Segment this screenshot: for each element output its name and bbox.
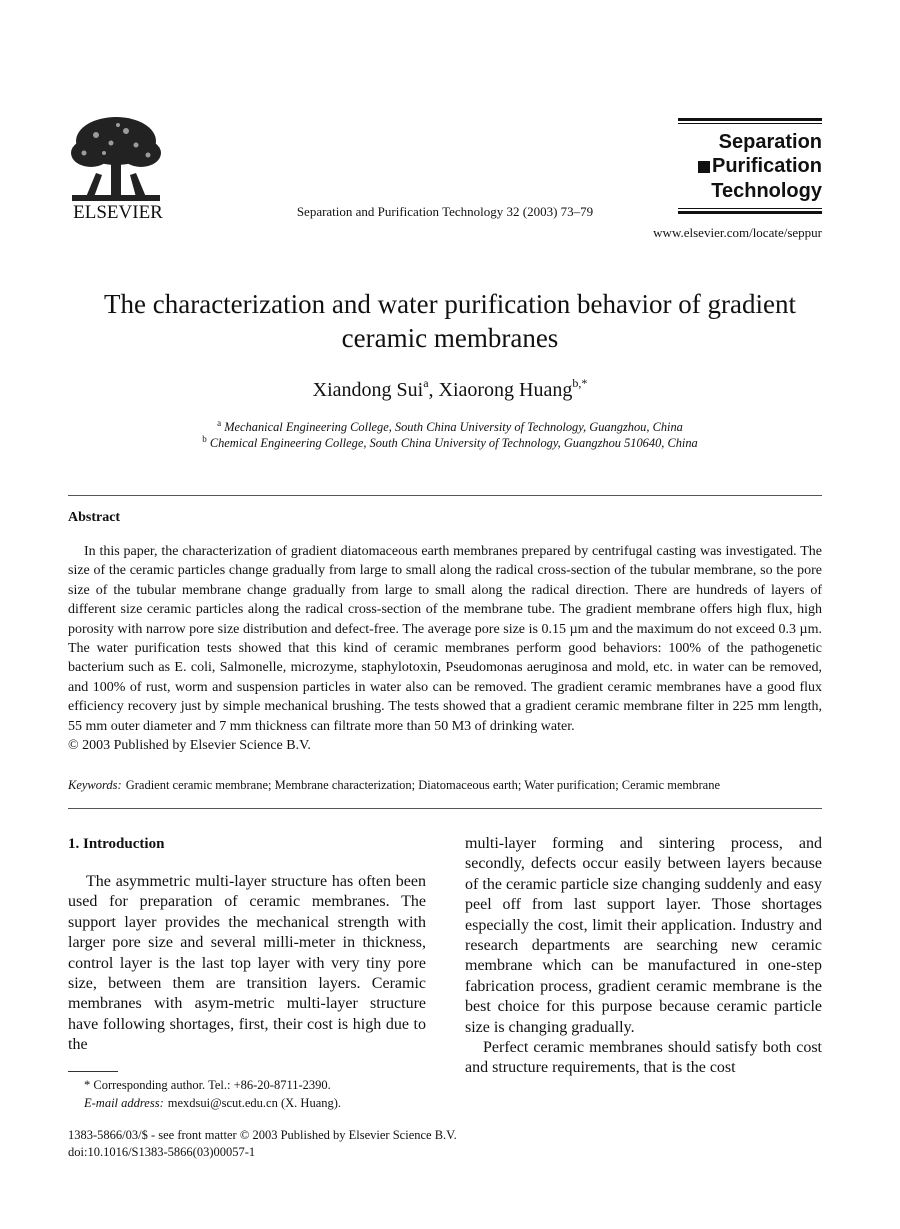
author-name: Xiaorong Huang (438, 379, 573, 401)
intro-paragraph-2: Perfect ceramic membranes should satisfy both cost and structure requirements, that is the cost (465, 1039, 822, 1077)
journal-title-line-3: Technology (711, 180, 822, 202)
abstract-heading: Abstract (68, 510, 121, 525)
abstract-body (68, 542, 822, 755)
journal-title-rule-top (678, 118, 822, 121)
author-name: Xiandong Sui (312, 379, 424, 401)
abstract-copyright: © 2003 Published by Elsevier Science B.V. (68, 738, 311, 754)
journal-title-rule-bottom (678, 211, 822, 214)
author-mark: b,* (572, 376, 588, 390)
journal-reference: Separation and Purification Technology 32 (2003) 73–79 (296, 204, 594, 219)
divider-top (68, 495, 822, 496)
journal-title-line-2: Purification (678, 154, 822, 178)
doi-line[interactable]: doi:10.1016/S1383-5866(03)00057-1 (68, 1145, 256, 1159)
abstract-text: In this paper, the characterization of gradient diatomaceous earth membranes prepared by centrifugal casting was investigated. The size of the ceramic particles change gradually from large to small along the radical cross-section of the tubular membrane, so the pore size of the tubular membrane change gradually from large to small along the radical direction. There are hundreds of layers of different size ceramic particles along the radical cross-section of the membrane tube. The gradient membrane offers high flux, high porosity with narrow pore size distribution and defect-free. The average pore size is 0.15 µm and the maximum do not exceed 0.3 µm. The water purification tests showed that this kind of ceramic membranes perform good behaviors: 100% of the pathogenetic bacterium such as E. coli, Salmonelle, microzyme, staphylotoxin, Pseudomonas aeruginosa and mold, etc. in water can be removed, and 100% of rust, worm and suspension particles in water also can be removed. The gradient ceramic membranes have a good flux efficiency recovery just by simple mechanical brushing. The tests showed that a gradient ceramic membrane filter in 225 mm length, 55 mm outer diameter and 7 mm thickness can filtrate more than 50 M3 of drinking water. (68, 544, 822, 734)
affiliation-b: $^b$ Chemical Engineering College, South China University of Technology, Guangzhou 510640, China (202, 434, 698, 450)
footnote-email (84, 1096, 341, 1111)
divider-bottom (68, 808, 822, 809)
intro-paragraph-1-continued: multi-layer forming and sintering process, and secondly, defects occur easily between layers because of the ceramic particle size changing suddenly and easy peel off from last support layer. Those shortages especially the cost, limit their application. Industry and research departments are searching new ceramic membrane which can be manufactured in one-step fabrication process, gradient ceramic membrane is the best choice for this purpose because ceramic particle size is changing gradually. (465, 835, 822, 1036)
column-right (465, 834, 822, 1079)
email-label: E-mail address: (84, 1096, 164, 1110)
footnote-rule (68, 1071, 118, 1072)
journal-title-line-1: Separation (718, 131, 822, 153)
affiliation-a: $^a$ Mechanical Engineering College, South China University of Technology, Guangzhou, China (217, 418, 683, 434)
keywords-label: Keywords: (68, 778, 122, 792)
and-mark-icon (698, 161, 710, 173)
journal-title-rule-top-thin (678, 123, 822, 124)
publisher-logo-word: ELSEVIER (73, 202, 163, 223)
intro-paragraph-1: The asymmetric multi-layer structure has often been used for preparation of ceramic membranes. The support layer provides the mechanical strength with larger pore size and several milli-meter in thickness, control layer is the last top layer with very tiny pore size, between them are transition layers. Ceramic membranes with asym-metric multi-layer structure have following shortages, first, their cost is high due to the (68, 873, 426, 1054)
article-title: The characterization and water purification behavior of gradient ceramic membranes (104, 289, 796, 353)
author-mark: a (423, 376, 429, 390)
keywords (68, 778, 822, 793)
journal-title-rule-bottom-thin (678, 208, 822, 209)
journal-url[interactable]: www.elsevier.com/locate/seppur (653, 225, 822, 240)
issn-line: 1383-5866/03/$ - see front matter © 2003 Published by Elsevier Science B.V. (68, 1128, 457, 1142)
email-link[interactable]: mexdsui@scut.edu.cn (X. Huang). (167, 1096, 342, 1110)
keywords-text: Gradient ceramic membrane; Membrane characterization; Diatomaceous earth; Water purification; Ceramic membrane (125, 778, 721, 792)
author-list: Xiandong Sui$^a$, Xiaorong Huang$^{b,*}$ (312, 376, 588, 401)
section-heading: 1. Introduction (68, 836, 165, 852)
column-left (68, 834, 426, 1056)
footnote-corresponding: * Corresponding author. Tel.: +86-20-8711-2390. (84, 1078, 331, 1092)
